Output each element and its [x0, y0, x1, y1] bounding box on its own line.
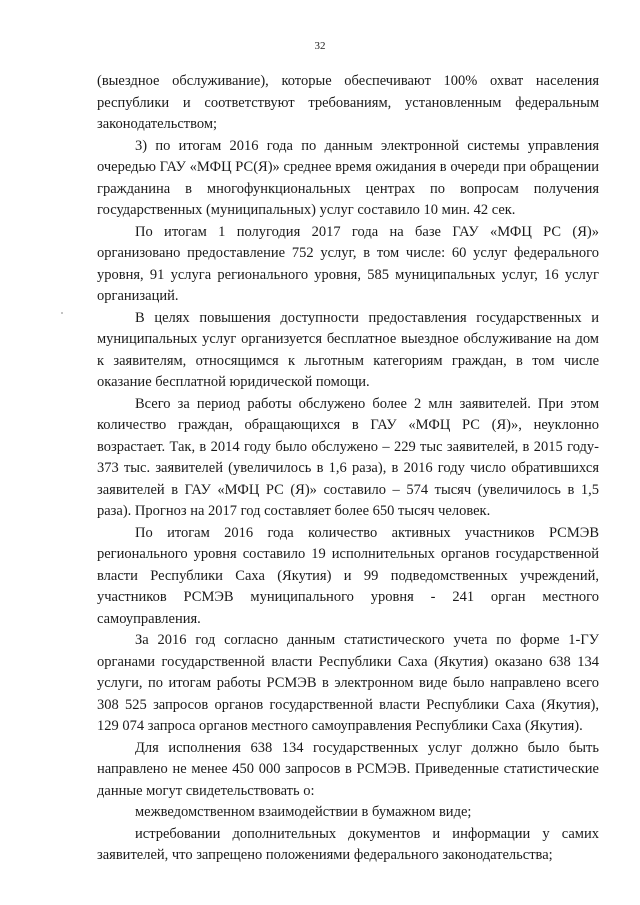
margin-mark: [61, 312, 63, 314]
paragraph-services-count: По итогам 1 полугодия 2017 года на базе ГАУ «МФЦ РС (Я)» организовано предоставление 752 услуг, в том числе: 60 услуг федерального уровня, 91 услуга регионального уровня, 585 муниципальных услуг, 16 услуг организаций.: [97, 223, 599, 304]
paragraph-continuation: (выездное обслуживание), которые обеспечивают 100% охват населения республики и соответствуют требованиям, установленным федеральным законодательством;: [97, 73, 599, 132]
list-item-extra-documents: истребовании дополнительных документов и информации у самих заявителей, что запрещено положениями федерального законодательства;: [97, 825, 599, 863]
paragraph-queue-waiting-time: 3) по итогам 2016 года по данным электронной системы управления очередью ГАУ «МФЦ РС(Я)» среднее время ожидания в очереди при обращении гражданина в многофункциональных центрах по вопросам получения государственных (муниципальных) услуг составило 10 мин. 42 сек.: [97, 137, 599, 218]
paragraph-outbound-service: В целях повышения доступности предоставления государственных и муниципальных услуг организуется бесплатное выездное обслуживание на дом к заявителям, относящимся к льготным категориям граждан, в том числе оказание бесплатной юридической помощи.: [97, 309, 599, 390]
page-number: 32: [314, 40, 326, 52]
document-body: [97, 71, 599, 867]
paragraph-statistics-1gu: За 2016 год согласно данным статистического учета по форме 1-ГУ органами государственной власти Республики Саха (Якутия) оказано 638 134 услуги, по итогам работы РСМЭВ в электронном виде было направлено всего 308 525 запросов органов государственной власти Республики Саха (Якутия), 129 074 запроса органов местного самоуправления Республики Саха (Якутия).: [97, 632, 599, 734]
paragraph-applicants-growth: Всего за период работы обслужено более 2 млн заявителей. При этом количество граждан, обращающихся в ГАУ «МФЦ РС (Я)», неуклонно возрастает. Так, в 2014 году было обслужено – 229 тыс заявителей, в 2015 году- 373 тыс. заявителей (увеличилось в 1,6 раза), в 2016 году число обратившихся заявителей в ГАУ «МФЦ РС (Я)» составило – 574 тысяч (увеличилось в 1,5 раза). Прогноз на 2017 год составляет более 650 тысяч человек.: [97, 395, 599, 519]
list-item-paper-interaction: межведомственном взаимодействии в бумажном виде;: [135, 804, 472, 820]
paragraph-rsmev-participants: По итогам 2016 года количество активных участников РСМЭВ регионального уровня составило 19 исполнительных органов государственной власти Республики Саха (Якутия) и 99 подведомственных учреждений, участников РСМЭВ муниципального уровня - 241 орган местного самоуправления.: [97, 524, 599, 627]
paragraph-requests-required: Для исполнения 638 134 государственных услуг должно было быть направлено не менее 450 000 запросов в РСМЭВ. Приведенные статистические данные могут свидетельствовать о:: [97, 739, 599, 799]
